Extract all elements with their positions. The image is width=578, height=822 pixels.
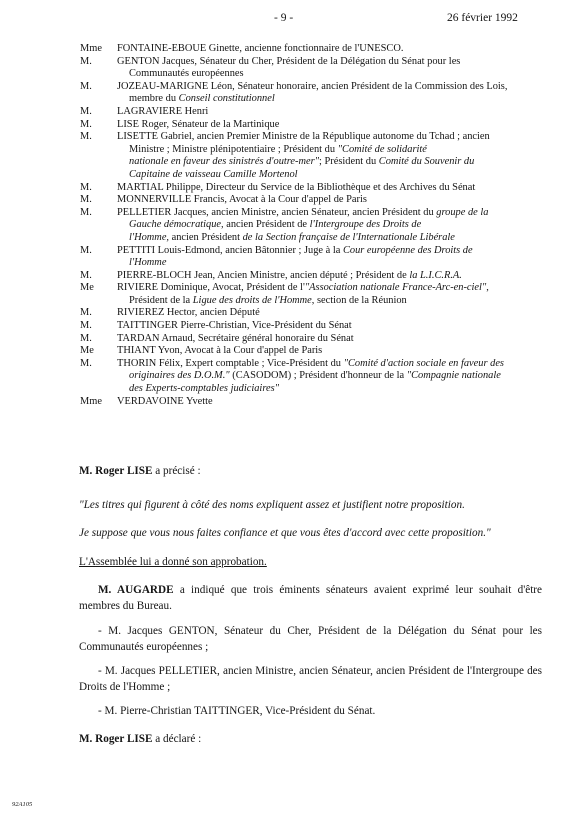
member-entry bbox=[80, 345, 542, 358]
member-line bbox=[117, 333, 354, 344]
member-description bbox=[117, 194, 542, 207]
quote-line-2: Je suppose que vous nous faites confiance et que vous êtes d'accord avec cette proposition." bbox=[79, 527, 491, 540]
member-description bbox=[117, 43, 542, 56]
member-text: de la Section française de l'Internationale Libérale bbox=[242, 231, 455, 243]
member-text: la L.I.C.R.A. bbox=[409, 269, 462, 281]
member-entry bbox=[80, 282, 542, 307]
member-line bbox=[117, 81, 507, 92]
member-line bbox=[117, 219, 542, 232]
member-text: MONNERVILLE Francis, Avocat à la Cour d'appel de Paris bbox=[117, 194, 367, 206]
member-line bbox=[117, 43, 403, 54]
member-text: Gauche démocratique, bbox=[129, 219, 224, 231]
member-line bbox=[117, 320, 352, 331]
member-description bbox=[117, 358, 542, 396]
member-entry bbox=[80, 307, 542, 320]
member-entry bbox=[80, 81, 542, 106]
member-line bbox=[117, 245, 473, 256]
member-text: THIANT Yvon, Avocat à la Cour d'appel de Paris bbox=[117, 345, 323, 357]
member-text: VERDAVOINE Yvette bbox=[117, 395, 213, 407]
member-title: M. bbox=[80, 55, 92, 67]
document-date: 26 février 1992 bbox=[447, 12, 518, 24]
member-title: Me bbox=[80, 282, 94, 294]
member-list bbox=[80, 43, 542, 408]
member-title: M. bbox=[80, 357, 92, 369]
member-text: des Experts-comptables judiciaires" bbox=[129, 383, 279, 395]
member-line bbox=[117, 156, 542, 169]
member-text: TAITTINGER Pierre-Christian, Vice-Président du Sénat bbox=[117, 320, 352, 332]
member-entry bbox=[80, 320, 542, 333]
member-line bbox=[117, 345, 322, 356]
member-line bbox=[117, 68, 542, 81]
member-description bbox=[117, 207, 542, 245]
member-text: LISE Roger, Sénateur de la Martinique bbox=[117, 118, 280, 130]
member-text: Président de la bbox=[129, 294, 193, 306]
member-line bbox=[117, 194, 367, 205]
member-description bbox=[117, 333, 542, 346]
member-text: "Association nationale France-Arc-en-ciel" bbox=[304, 282, 487, 294]
member-text: (CASODOM) ; Président d'honneur de la bbox=[229, 370, 407, 382]
member-line bbox=[117, 106, 208, 117]
member-title: M. bbox=[80, 206, 92, 218]
member-entry bbox=[80, 106, 542, 119]
lise-declaration: M. Roger LISE a déclaré : bbox=[79, 733, 202, 746]
member-title: M. bbox=[80, 80, 92, 92]
member-entry bbox=[80, 119, 542, 132]
member-text: , bbox=[486, 282, 489, 294]
member-line bbox=[117, 383, 542, 396]
member-title: Mme bbox=[80, 43, 102, 54]
member-text: PIERRE-BLOCH Jean, Ancien Ministre, ancien député ; Président de bbox=[117, 269, 410, 281]
member-description bbox=[117, 182, 542, 195]
member-text: MARTIAL Philippe, Directeur du Service de la Bibliothèque et des Archives du Sénat bbox=[117, 181, 476, 193]
member-text: Cour européenne des Droits de bbox=[342, 244, 473, 256]
member-entry bbox=[80, 358, 542, 396]
member-description bbox=[117, 119, 542, 132]
member-text: l'Homme bbox=[129, 257, 167, 269]
member-entry bbox=[80, 396, 542, 409]
bullet-genton: - M. Jacques GENTON, Sénateur du Cher, Président de la Délégation du Sénat pour les Communautés européennes ; bbox=[79, 625, 542, 654]
footer-code: 92A105 bbox=[12, 801, 33, 808]
member-entry bbox=[80, 207, 542, 245]
member-text: JOZEAU-MARIGNE Léon, Sénateur honoraire, ancien Président de la Commission des Lois, bbox=[117, 80, 508, 92]
member-text: RIVIERE Dominique, Avocat, Président de l' bbox=[117, 282, 305, 294]
member-text: Ligue des droits de l'Homme bbox=[192, 294, 312, 306]
member-text: , section de la Réunion bbox=[311, 294, 407, 306]
member-line bbox=[117, 295, 542, 308]
member-title: M. bbox=[80, 320, 92, 332]
member-text: PELLETIER Jacques, ancien Ministre, ancien Sénateur, ancien Président du bbox=[117, 206, 437, 218]
member-text: PETTITI Louis-Edmond, ancien Bâtonnier ; Juge à la bbox=[117, 244, 343, 256]
member-line bbox=[117, 358, 504, 369]
member-text: ancien Président de bbox=[223, 219, 310, 231]
member-description bbox=[117, 81, 542, 106]
member-description bbox=[117, 396, 542, 409]
member-description bbox=[117, 56, 542, 81]
quote-line-1: "Les titres qui figurent à côté des noms expliquent assez et justifient notre proposition. bbox=[79, 499, 465, 512]
member-line bbox=[117, 182, 475, 193]
member-description bbox=[117, 307, 542, 320]
member-line bbox=[117, 307, 260, 318]
member-text: LAGRAVIERE Henri bbox=[117, 105, 209, 117]
bullet-taittinger: - M. Pierre-Christian TAITTINGER, Vice-Président du Sénat. bbox=[98, 705, 376, 718]
augarde-paragraph: M. AUGARDE a indiqué que trois éminents sénateurs avaient exprimé leur souhait d'être membres du Bureau. bbox=[79, 584, 542, 613]
member-description bbox=[117, 131, 542, 181]
member-title: M. bbox=[80, 244, 92, 256]
member-line bbox=[117, 396, 213, 407]
member-description bbox=[117, 282, 542, 307]
member-title: M. bbox=[80, 105, 92, 117]
member-text: RIVIEREZ Hector, ancien Député bbox=[117, 307, 260, 319]
member-text: "Compagnie nationale bbox=[406, 370, 501, 382]
member-title: M. bbox=[80, 181, 92, 193]
member-text: "Comité d'action sociale en faveur des bbox=[343, 357, 504, 369]
member-line bbox=[117, 93, 542, 106]
lise-intro: M. Roger LISE a précisé : bbox=[79, 465, 201, 478]
member-title: M. bbox=[80, 332, 92, 344]
page-number: - 9 - bbox=[274, 12, 294, 24]
member-title: M. bbox=[80, 307, 92, 319]
member-line bbox=[117, 56, 460, 67]
member-entry bbox=[80, 245, 542, 270]
member-text: Ministre ; Ministre plénipotentiaire ; Président du bbox=[129, 143, 338, 155]
member-title: Me bbox=[80, 345, 94, 357]
member-title: M. bbox=[80, 269, 92, 281]
member-title: Mme bbox=[80, 395, 102, 407]
member-title: M. bbox=[80, 131, 92, 143]
member-text: GENTON Jacques, Sénateur du Cher, Président de la Délégation du Sénat pour les bbox=[117, 55, 461, 67]
member-line bbox=[117, 169, 542, 182]
member-line bbox=[117, 282, 489, 293]
member-entry bbox=[80, 194, 542, 207]
member-text: nationale en faveur des sinistrés d'outre-mer" bbox=[129, 156, 320, 168]
member-text: ancien Président bbox=[169, 231, 243, 243]
member-line bbox=[117, 131, 490, 142]
member-line bbox=[117, 119, 279, 130]
member-line bbox=[117, 232, 542, 245]
approval-note: L'Assemblée lui a donné son approbation. bbox=[79, 556, 267, 569]
member-text: originaires des D.O.M." bbox=[129, 370, 230, 382]
member-text: Conseil constitutionnel bbox=[178, 93, 275, 105]
member-text: Comité du Souvenir du bbox=[378, 156, 475, 168]
member-entry bbox=[80, 270, 542, 283]
member-text: l'Homme, bbox=[129, 231, 170, 243]
member-text: groupe de la bbox=[436, 206, 489, 218]
member-entry bbox=[80, 182, 542, 195]
member-text: ; Président du bbox=[319, 156, 379, 168]
member-line bbox=[117, 370, 542, 383]
member-description bbox=[117, 106, 542, 119]
member-line bbox=[117, 144, 542, 157]
member-text: TARDAN Arnaud, Secrétaire général honoraire du Sénat bbox=[117, 332, 354, 344]
member-entry bbox=[80, 131, 542, 181]
member-text: Communautés européennes bbox=[129, 68, 244, 80]
member-entry bbox=[80, 333, 542, 346]
member-text: Capitaine de vaisseau Camille Mortenol bbox=[129, 168, 298, 180]
member-text: THORIN Félix, Expert comptable ; Vice-Président du bbox=[117, 357, 344, 369]
member-description bbox=[117, 320, 542, 333]
member-text: membre du bbox=[129, 93, 179, 105]
member-text: FONTAINE-EBOUE Ginette, ancienne fonctionnaire de l'UNESCO. bbox=[117, 43, 404, 54]
member-description bbox=[117, 345, 542, 358]
member-entry bbox=[80, 56, 542, 81]
member-line bbox=[117, 207, 488, 218]
member-text: LISETTE Gabriel, ancien Premier Ministre de la République autonome du Tchad ; ancien bbox=[117, 131, 490, 143]
member-entry bbox=[80, 43, 542, 56]
member-description bbox=[117, 270, 542, 283]
member-title: M. bbox=[80, 194, 92, 206]
bullet-pelletier: - M. Jacques PELLETIER, ancien Ministre, ancien Sénateur, ancien Président de l'Intergroupe des Droits de l'Homme ; bbox=[79, 665, 542, 694]
member-text: "Comité de solidarité bbox=[337, 143, 427, 155]
member-description bbox=[117, 245, 542, 270]
member-title: M. bbox=[80, 118, 92, 130]
member-line bbox=[117, 270, 462, 281]
member-text: l'Intergroupe des Droits de bbox=[309, 219, 422, 231]
member-line bbox=[117, 257, 542, 270]
